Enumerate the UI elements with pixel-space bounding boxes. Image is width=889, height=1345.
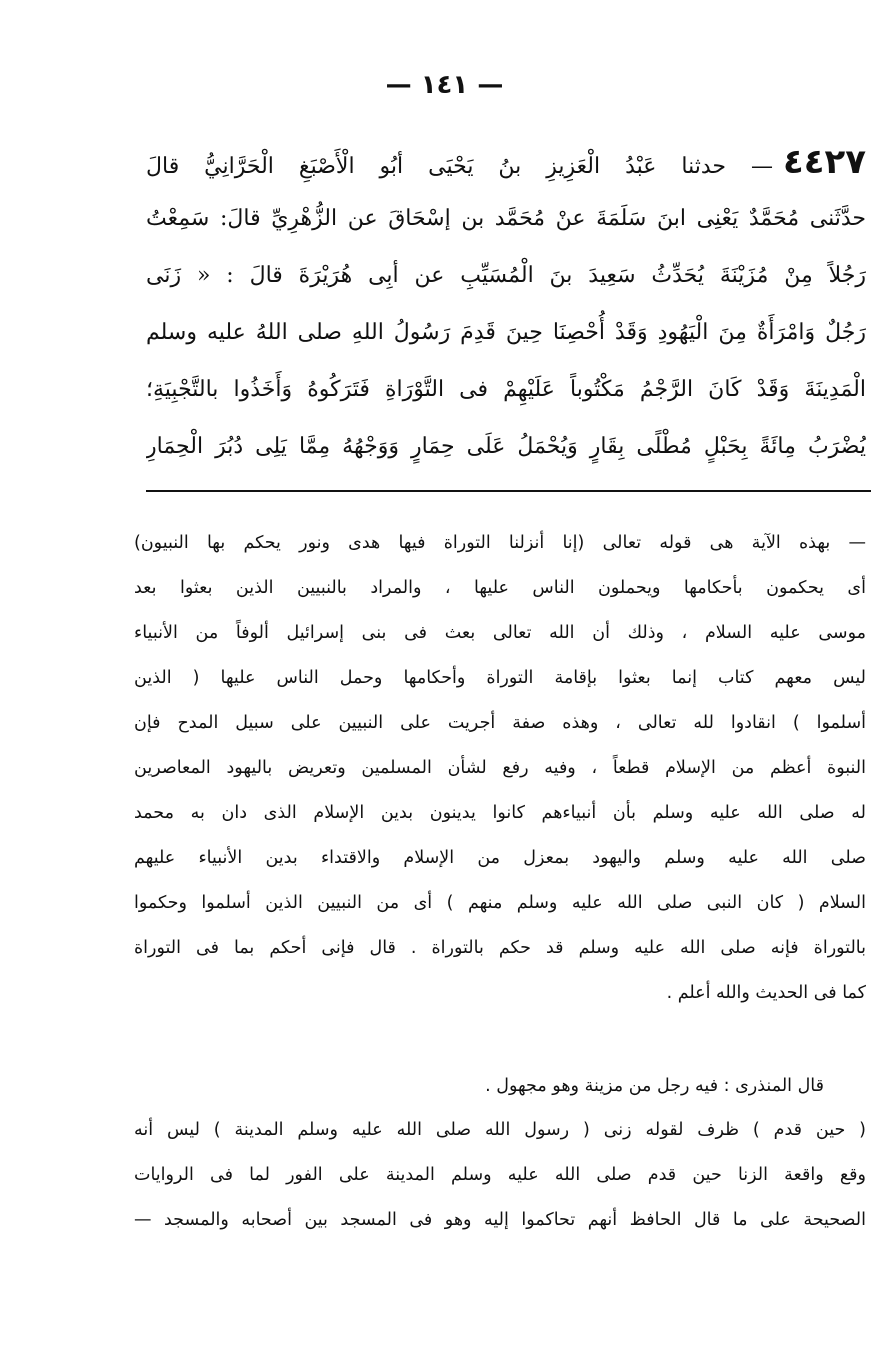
mundhiri-note: قال المنذرى : فيه رجل من مزينة وهو مجهول .: [485, 1076, 824, 1096]
hadith-line: حدَّثَنى مُحَمَّدٌ يَعْنِى ابنَ سَلَمَةَ عنْ مُحَمَّد بن إسْحَاقَ عن الزُّهْرِيِّ قالَ: سَمِعْتُ: [146, 206, 866, 231]
hadith-line: يُضْرَبُ مِائَةً بِحَبْلٍ مُطْلًى بِقَارٍ وَيُحْمَلُ عَلَى حِمَارٍ وَوَجْهُهُ مِمَّا يَلِى دُبُرَ الْحِمَارِ: [146, 434, 866, 459]
commentary-line: أسلموا ) انقادوا لله تعالى ، وهذه صفة أجريت على النبيين على سبيل المدح فإن: [134, 713, 866, 733]
hadith-line: رَجُلٌ وَامْرَأَةٌ مِنَ الْيَهُودِ وَقَدْ أُحْصِنَا حِينَ قَدِمَ رَسُولُ اللهِ صلى اللهُ عليه وسلم: [146, 320, 866, 345]
explanation-line: الصحيحة على ما قال الحافظ أنهم تحاكموا إليه وهو فى المسجد بين أصحابه والمسجد —: [134, 1210, 866, 1230]
commentary-line: صلى الله عليه وسلم واليهود بمعزل من الإسلام والاقتداء بدين الأنبياء عليهم: [134, 848, 866, 868]
commentary-line: السلام ( كان النبى صلى الله عليه وسلم منهم ) أى من النبيين الذين أسلموا وحكموا: [134, 893, 866, 913]
commentary-line: بالتوراة فإنه صلى الله عليه وسلم قد حكم بالتوراة . قال فإنى أحكم بما فى التوراة: [134, 938, 866, 958]
commentary-line: كما فى الحديث والله أعلم .: [666, 983, 866, 1003]
commentary-text: [134, 523, 866, 1018]
commentary-line: موسى عليه السلام ، وذلك أن الله تعالى بعث فى بنى إسرائيل ألوفاً من الأنبياء: [134, 623, 866, 643]
explanation-text: [134, 1110, 866, 1245]
hadith-line-text: — حدثنا عَبْدُ الْعَزِيزِ بنُ يَحْيَى أبُو الْأَصْبَغِ الْحَرَّانِيُّ قالَ: [146, 154, 773, 179]
commentary-line: له صلى الله عليه وسلم بأن أنبياءهم كانوا يدينون بدين الإسلام الذى دان به محمد: [134, 803, 866, 823]
hadith-line: الْمَدِينَةَ وَقَدْ كَانَ الرَّجْمُ مَكْتُوباً عَلَيْهِمْ فى التَّوْرَاةِ فَتَرَكُوهُ وَأَخَذُوا بالتَّجْبِيَةِ؛: [146, 377, 866, 402]
commentary-line: ليس معهم كتاب إنما بعثوا بإقامة التوراة وأحكامها وحمل الناس عليها ( الذين: [134, 668, 866, 688]
commentary-line: — بهذه الآية هى قوله تعالى (إنا أنزلنا التوراة فيها هدى ونور يحكم بها النبيون): [134, 533, 866, 553]
commentary-line: أى يحكمون بأحكامها ويحملون الناس عليها ، والمراد بالنبيين الذين بعثوا بعد: [134, 578, 866, 598]
hadith-number: ٤٤٢٧: [782, 142, 866, 182]
hadith-line: [146, 138, 866, 195]
footnote-divider: [146, 490, 871, 492]
hadith-text: [146, 138, 866, 480]
page-number: — ١٤١ —: [385, 70, 504, 100]
hadith-line: رَجُلاً مِنْ مُزَيْنَةَ يُحَدِّثُ سَعِيدَ بنَ الْمُسَيِّبِ عن أبِى هُرَيْرَةَ قالَ : « زَنَى: [146, 263, 866, 288]
commentary-line: النبوة أعظم من الإسلام قطعاً ، وفيه رفع لشأن المسلمين وتعريض باليهود المعاصرين: [134, 758, 866, 778]
explanation-line: وقع واقعة الزنا حين قدم صلى الله عليه وسلم المدينة على الفور لما فى الروايات: [134, 1165, 866, 1185]
explanation-line: ( حين قدم ) ظرف لقوله زنى ( رسول الله صلى الله عليه وسلم المدينة ) ليس أنه: [134, 1120, 866, 1140]
